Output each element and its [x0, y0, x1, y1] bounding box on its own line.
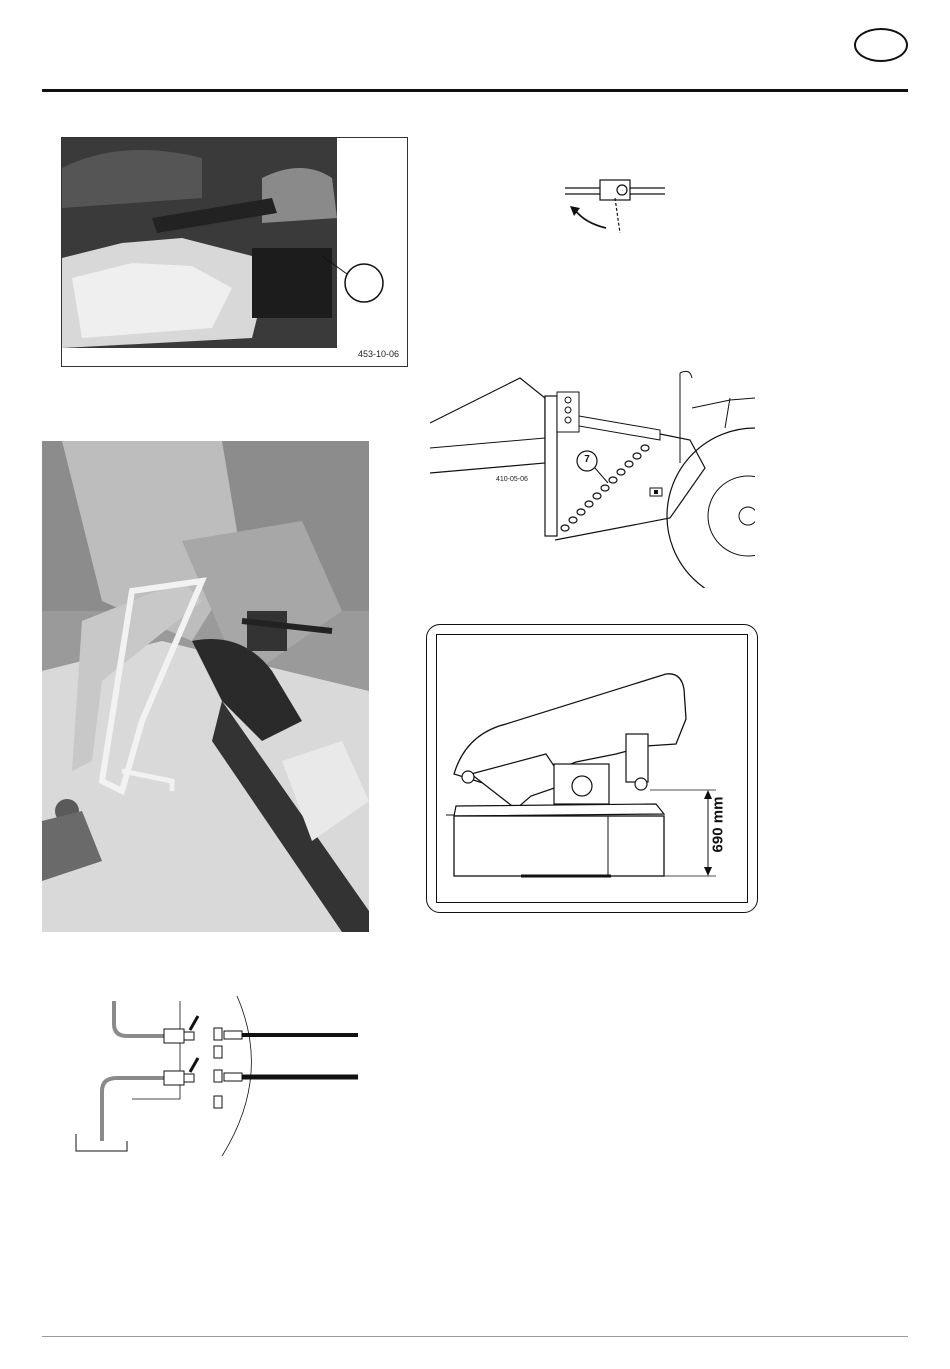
language-badge — [854, 28, 908, 62]
figure-5-pto-photo — [42, 441, 369, 932]
figure-3-callout-number: 7 — [584, 454, 590, 465]
figure-6-hydraulic-drawing — [72, 996, 362, 1161]
header-rule — [42, 89, 908, 92]
footer-rule — [42, 1336, 908, 1337]
figure-1-reference: 453-10-06 — [358, 349, 400, 359]
figure-4-height-diagram — [426, 624, 758, 913]
figure-3-hitch-drawing — [430, 368, 755, 588]
figure-3-reference: 410-05-06 — [496, 476, 528, 483]
mower-photo-illustration — [62, 138, 408, 367]
figure-4-height-label: 690 mm — [709, 796, 727, 853]
figure-1-photo — [61, 137, 408, 367]
figure-2-lever-drawing — [560, 168, 670, 238]
